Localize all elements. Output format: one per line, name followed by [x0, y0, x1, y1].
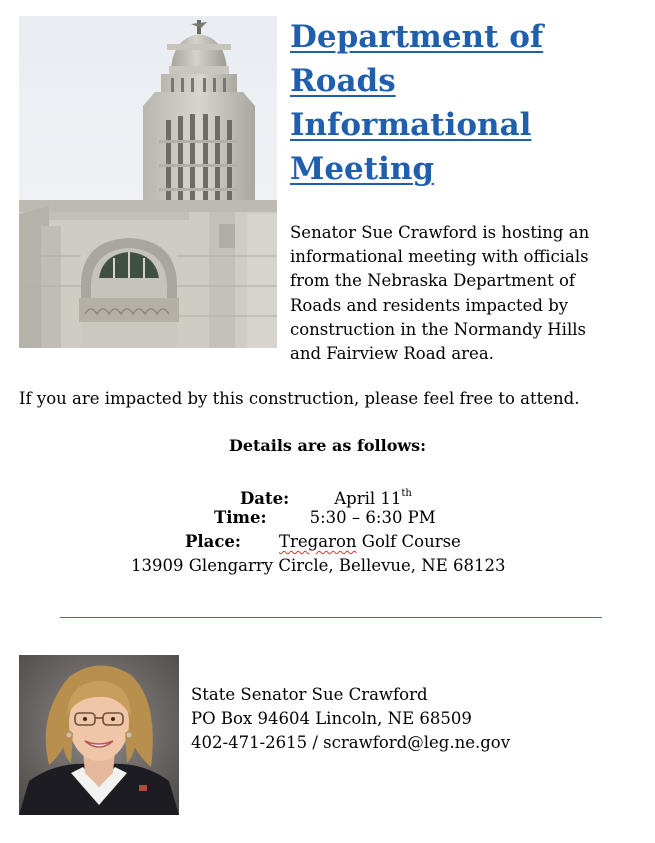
time-row [214, 506, 436, 530]
date-value: April 11 [334, 489, 402, 508]
contact-address: PO Box 94604 Lincoln, NE 68509 [191, 709, 472, 728]
time-value: 5:30 – 6:30 PM [309, 508, 436, 527]
contact-phone-email: 402-471-2615 / scrawford@leg.ne.gov [191, 733, 511, 752]
time-label: Time: [214, 508, 267, 527]
horizontal-divider [60, 617, 602, 618]
address-row [131, 554, 506, 578]
intro-line: Roads and residents impacted by [290, 295, 569, 315]
senator-portrait-photo [19, 655, 179, 815]
place-label: Place: [185, 532, 242, 551]
details-heading: Details are as follows: [228, 436, 427, 455]
title-line: Department of [290, 19, 544, 55]
title-line: Meeting [290, 151, 435, 187]
place-name-misspelled: Tregaron [279, 532, 357, 551]
page-title [290, 15, 650, 191]
contact-name: State Senator Sue Crawford [191, 685, 428, 704]
attend-invitation: If you are impacted by this construction, please feel free to attend. [19, 389, 580, 408]
place-rest: Golf Course [356, 532, 461, 551]
place-address: 13909 Glengarry Circle, Bellevue, NE 68123 [131, 556, 506, 575]
intro-line: construction in the Normandy Hills [290, 319, 586, 339]
place-row [185, 530, 461, 554]
date-label: Date: [240, 489, 290, 508]
capitol-building-photo [19, 16, 277, 348]
intro-line: Senator Sue Crawford is hosting an [290, 223, 590, 242]
intro-line: informational meeting with officials [290, 247, 589, 267]
date-suffix: th [401, 488, 412, 499]
title-line: Informational [290, 107, 532, 143]
title-line: Roads [290, 63, 396, 99]
intro-line: and Fairview Road area. [290, 344, 494, 364]
intro-paragraph [290, 221, 635, 366]
contact-info [191, 683, 510, 755]
intro-line: from the Nebraska Department of [290, 271, 575, 291]
